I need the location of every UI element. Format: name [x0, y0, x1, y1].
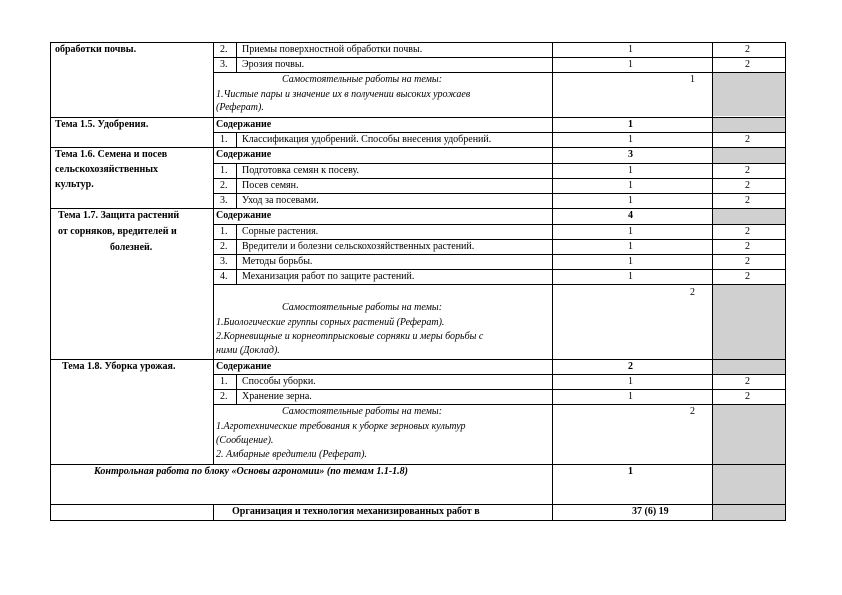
self-work-title: Самостоятельные работы на темы: [282, 406, 443, 417]
item-text: Механизация работ по защите растений. [242, 271, 415, 282]
item-number: 2. [220, 391, 228, 402]
self-work-text: 1.Агротехнические требования к уборке зерновых культур [216, 421, 466, 432]
content-label: Содержание [216, 119, 272, 130]
item-text: Посев семян. [242, 180, 299, 191]
item-level: 2 [745, 271, 750, 282]
item-number: 2. [220, 44, 228, 55]
item-hours: 1 [628, 195, 633, 206]
content-label: Содержание [216, 149, 272, 160]
total-hours: 2 [628, 361, 633, 372]
item-level: 2 [745, 256, 750, 267]
item-text: Приемы поверхностной обработки почвы. [242, 44, 423, 55]
self-work-title: Самостоятельные работы на темы: [282, 74, 443, 85]
gray-cell [713, 465, 786, 505]
item-number: 2. [220, 241, 228, 252]
item-hours: 1 [628, 241, 633, 252]
item-number: 3. [220, 59, 228, 70]
topic-title: Тема 1.7. Защита растений [58, 210, 180, 221]
self-work-hours: 2 [690, 287, 695, 298]
item-level: 2 [745, 226, 750, 237]
item-number: 2. [220, 180, 228, 191]
item-hours: 1 [628, 165, 633, 176]
self-work-hours: 2 [690, 406, 695, 417]
item-text: Способы уборки. [242, 376, 316, 387]
item-level: 2 [745, 59, 750, 70]
item-number: 1. [220, 134, 228, 145]
topic-title: обработки почвы. [55, 44, 137, 55]
gray-cell [713, 505, 786, 520]
topic-title: Тема 1.6. Семена и посев [55, 149, 168, 160]
section-hours: 37 (6) 19 [632, 506, 669, 517]
item-number: 1. [220, 376, 228, 387]
self-work-text: 2.Корневищные и корнеотпрысковые сорняки и меры борьбы с [216, 331, 484, 342]
item-hours: 1 [628, 271, 633, 282]
gray-cell [713, 118, 786, 133]
self-work-hours: 1 [690, 74, 695, 85]
item-level: 2 [745, 376, 750, 387]
item-level: 2 [745, 180, 750, 191]
item-text: Методы борьбы. [242, 256, 313, 267]
topic-title: Тема 1.8. Уборка урожая. [62, 361, 176, 372]
item-text: Эрозия почвы. [242, 59, 305, 70]
gray-cell [713, 72, 786, 116]
item-number: 3. [220, 256, 228, 267]
self-work-text: 1.Биологические группы сорных растений (Реферат). [216, 317, 445, 328]
item-text: Уход за посевами. [242, 195, 319, 206]
self-work-text: 1.Чистые пары и значение их в получении высоких урожаев [216, 89, 471, 100]
item-hours: 1 [628, 391, 633, 402]
gray-cell [713, 285, 786, 359]
item-hours: 1 [628, 226, 633, 237]
control-work-hours: 1 [628, 466, 633, 477]
item-text: Хранение зерна. [242, 391, 312, 402]
item-text: Вредители и болезни сельскохозяйственных растений. [242, 241, 475, 252]
content-label: Содержание [216, 361, 272, 372]
item-hours: 1 [628, 376, 633, 387]
item-hours: 1 [628, 256, 633, 267]
section-title: Организация и технология механизированных работ в [232, 506, 480, 517]
item-number: 3. [220, 195, 228, 206]
topic-title: культур. [55, 179, 94, 190]
item-number: 4. [220, 271, 228, 282]
gray-cell [713, 360, 786, 375]
gray-cell [713, 209, 786, 224]
topic-title: болезней. [110, 242, 153, 253]
self-work-text: (Реферат). [216, 102, 264, 113]
item-level: 2 [745, 195, 750, 206]
item-number: 1. [220, 165, 228, 176]
gray-cell [713, 148, 786, 163]
item-hours: 1 [628, 59, 633, 70]
topic-title: сельскохозяйственных [55, 164, 159, 175]
total-hours: 3 [628, 149, 633, 160]
self-work-text: ними (Доклад). [216, 345, 280, 356]
item-text: Подготовка семян к посеву. [242, 165, 359, 176]
self-work-title: Самостоятельные работы на темы: [282, 302, 443, 313]
self-work-text: 2. Амбарные вредители (Реферат). [216, 449, 367, 460]
item-hours: 1 [628, 134, 633, 145]
control-work-text: Контрольная работа по блоку «Основы агрономии» (по темам 1.1-1.8) [94, 466, 409, 477]
curriculum-table [50, 42, 786, 521]
item-level: 2 [745, 241, 750, 252]
total-hours: 4 [628, 210, 633, 221]
item-text: Классификация удобрений. Способы внесения удобрений. [242, 134, 492, 145]
item-level: 2 [745, 391, 750, 402]
topic-title: от сорняков, вредителей и [58, 226, 177, 237]
content-label: Содержание [216, 210, 272, 221]
item-hours: 1 [628, 44, 633, 55]
item-hours: 1 [628, 180, 633, 191]
item-level: 2 [745, 165, 750, 176]
gray-cell [713, 405, 786, 464]
topic-title: Тема 1.5. Удобрения. [55, 119, 149, 130]
item-number: 1. [220, 226, 228, 237]
item-text: Сорные растения. [242, 226, 319, 237]
self-work-text: (Сообщение). [216, 435, 274, 446]
item-level: 2 [745, 44, 750, 55]
total-hours: 1 [628, 119, 633, 130]
item-level: 2 [745, 134, 750, 145]
